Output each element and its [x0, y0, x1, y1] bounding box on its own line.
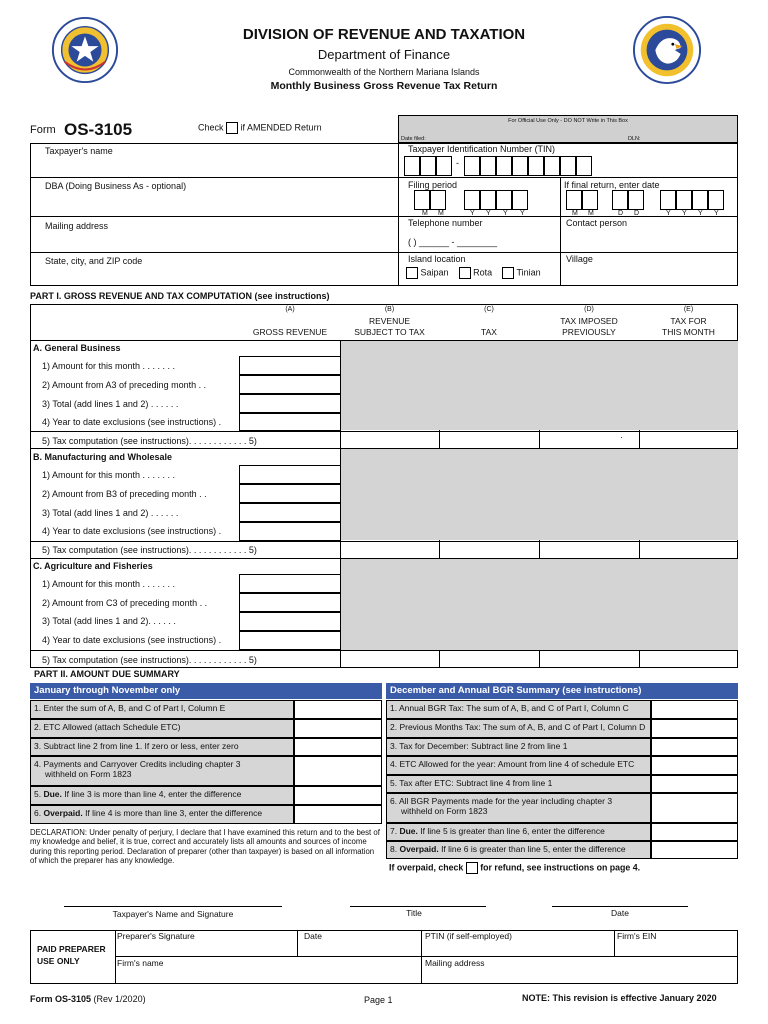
- left-row-2-value[interactable]: [294, 719, 382, 738]
- saipan-checkbox[interactable]: [406, 267, 418, 279]
- section-a-line-5: 5) Tax computation (see instructions). . . . . . . . . . . . 5): [42, 436, 257, 446]
- right-row-4-value[interactable]: [651, 756, 738, 775]
- dba-label: DBA (Doing Business As - optional): [45, 181, 187, 191]
- overpaid-refund-line: If overpaid, check for refund, see instructions on page 4.: [389, 862, 641, 873]
- period-month-digit[interactable]: [414, 190, 430, 210]
- part2-title: PART II. AMOUNT DUE SUMMARY: [34, 669, 180, 679]
- section-c-exclusions[interactable]: [239, 631, 341, 650]
- period-m-label: M: [438, 210, 444, 217]
- final-d-label: D: [618, 210, 624, 217]
- village-label: Village: [566, 254, 593, 264]
- section-a-line-4: 4) Year to date exclusions (see instructions) .: [42, 417, 222, 427]
- tin-digit[interactable]: [404, 156, 420, 176]
- commonwealth-name: Commonwealth of the Northern Mariana Islands: [288, 67, 480, 77]
- col-b-header-2: SUBJECT TO TAX: [354, 327, 425, 337]
- final-d-label: D: [634, 210, 640, 217]
- section-c-line-2: 2) Amount from C3 of preceding month . .: [42, 598, 208, 608]
- final-y-label: Y: [666, 210, 671, 217]
- final-year-digit[interactable]: [676, 190, 692, 210]
- right-row-6-value[interactable]: [651, 793, 738, 823]
- right-row-1-value[interactable]: [651, 700, 738, 719]
- section-c-line-5: 5) Tax computation (see instructions). . . . . . . . . . . . 5): [42, 655, 257, 665]
- section-b-line-1: 1) Amount for this month . . . . . . .: [42, 470, 176, 480]
- period-month-digit[interactable]: [430, 190, 446, 210]
- left-row-5-value[interactable]: [294, 786, 382, 805]
- section-b-heading: B. Manufacturing and Wholesale: [33, 452, 173, 462]
- col-e-header-1: TAX FOR: [670, 316, 707, 326]
- period-y-label: Y: [520, 210, 525, 217]
- final-month-digit[interactable]: [566, 190, 582, 210]
- cnmi-official-seal: [50, 15, 120, 85]
- tinian-checkbox[interactable]: [502, 267, 514, 279]
- left-row-5: 5. Due. If line 3 is more than line 4, enter the difference: [30, 786, 294, 805]
- section-a-heading: A. General Business: [33, 343, 121, 353]
- tin-label: Taxpayer Identification Number (TIN): [408, 144, 556, 154]
- col-d-header-1: TAX IMPOSED: [560, 316, 618, 326]
- col-b-letter: (B): [384, 306, 395, 313]
- section-a-amount-month[interactable]: [239, 356, 341, 375]
- tin-dash: -: [456, 158, 459, 168]
- title-label: Title: [406, 908, 422, 918]
- col-a-letter: (A): [285, 306, 295, 313]
- tin-digit[interactable]: [420, 156, 436, 176]
- right-row-4: 4. ETC Allowed for the year: Amount from line 4 of schedule ETC: [386, 756, 651, 775]
- amended-check: Check if AMENDED Return: [198, 122, 322, 133]
- date-label: Date: [611, 908, 629, 918]
- saipan-label: Saipan: [420, 267, 449, 278]
- left-row-2: 2. ETC Allowed (attach Schedule ETC): [30, 719, 294, 738]
- section-b-amount-preceding[interactable]: [239, 484, 341, 503]
- telephone-label: Telephone number: [408, 218, 483, 228]
- telephone-input[interactable]: ( ) ______ - ________: [408, 237, 498, 247]
- department-of-finance-seal: [632, 15, 702, 85]
- section-b-exclusions[interactable]: [239, 522, 341, 541]
- period-year-digit[interactable]: [512, 190, 528, 210]
- period-y-label: Y: [470, 210, 475, 217]
- right-row-5-value[interactable]: [651, 775, 738, 793]
- right-row-2: 2. Previous Months Tax: The sum of A, B, and C of Part I, Column D: [386, 719, 651, 738]
- tin-digit[interactable]: [576, 156, 592, 176]
- refund-checkbox[interactable]: [466, 862, 478, 874]
- tin-digit[interactable]: [480, 156, 496, 176]
- agency-title: DIVISION OF REVENUE AND TAXATION: [242, 26, 526, 43]
- left-row-4: 4. Payments and Carryover Credits including chapter 3 withheld on Form 1823: [30, 756, 294, 786]
- preparer-date-label: Date: [304, 931, 322, 941]
- final-year-digit[interactable]: [708, 190, 724, 210]
- final-month-digit[interactable]: [582, 190, 598, 210]
- section-a-total[interactable]: [239, 394, 341, 413]
- footer-note: NOTE: This revision is effective January 2020: [522, 993, 717, 1003]
- contact-person-label: Contact person: [566, 218, 628, 228]
- island-options: [406, 267, 541, 279]
- section-c-amount-month[interactable]: [239, 574, 341, 593]
- part1-title: PART I. GROSS REVENUE AND TAX COMPUTATION (see instructions): [30, 291, 330, 301]
- right-row-1: 1. Annual BGR Tax: The sum of A, B, and C of Part I, Column C: [386, 700, 651, 719]
- left-row-6-value[interactable]: [294, 805, 382, 824]
- tin-digit[interactable]: [436, 156, 452, 176]
- period-y-label: Y: [486, 210, 491, 217]
- section-a-revenue-subject[interactable]: [341, 432, 439, 448]
- left-row-3-value[interactable]: [294, 738, 382, 756]
- city-state-zip-label: State, city, and ZIP code: [45, 256, 143, 266]
- left-row-1: 1. Enter the sum of A, B, and C of Part I, Column E: [30, 700, 294, 719]
- section-c-total[interactable]: [239, 612, 341, 631]
- col-d-header-2: PREVIOUSLY: [562, 327, 616, 337]
- final-day-digit[interactable]: [628, 190, 644, 210]
- section-a-line-2: 2) Amount from A3 of preceding month . .: [42, 380, 207, 390]
- filing-period-label: Filing period: [408, 180, 458, 190]
- right-row-8-value[interactable]: [651, 841, 738, 859]
- col-c-header: TAX: [481, 327, 497, 337]
- paid-preparer-label: PAID PREPARER: [37, 944, 106, 954]
- form-number: OS-3105: [64, 120, 133, 139]
- section-c-heading: C. Agriculture and Fisheries: [33, 561, 153, 571]
- period-m-label: M: [422, 210, 428, 217]
- left-row-4-value[interactable]: [294, 756, 382, 786]
- rota-label: Rota: [473, 267, 493, 278]
- col-a-header: GROSS REVENUE: [252, 327, 328, 337]
- final-year-digit[interactable]: [660, 190, 676, 210]
- date-filed-label: Date filed:: [401, 136, 426, 142]
- left-summary-header: January through November only: [30, 683, 382, 699]
- left-row-1-value[interactable]: [294, 700, 382, 719]
- right-row-7-value[interactable]: [651, 823, 738, 841]
- section-a-line-1: 1) Amount for this month . . . . . . .: [42, 361, 176, 371]
- department-name: Department of Finance: [317, 47, 451, 62]
- section-c-line-4: 4) Year to date exclusions (see instructions) .: [42, 635, 222, 645]
- footer-page: Page 1: [364, 995, 393, 1005]
- tin-digit[interactable]: [512, 156, 528, 176]
- final-m-label: M: [572, 210, 578, 217]
- rota-checkbox[interactable]: [459, 267, 471, 279]
- final-y-label: Y: [698, 210, 703, 217]
- right-row-7: 7. Due. If line 5 is greater than line 6, enter the difference: [386, 823, 651, 841]
- tin-digit[interactable]: [560, 156, 576, 176]
- mailing-address-label: Mailing address: [45, 221, 109, 231]
- col-c-letter: (C): [484, 306, 494, 313]
- right-summary-header: December and Annual BGR Summary (see instructions): [386, 683, 738, 699]
- ptin-label: PTIN (if self-employed): [425, 931, 512, 941]
- tinian-label: Tinian: [516, 267, 541, 278]
- period-y-label: Y: [503, 210, 508, 217]
- final-y-label: Y: [682, 210, 687, 217]
- taxpayer-signature-label: Taxpayer's Name and Signature: [112, 909, 234, 919]
- dln-label: DLN:: [628, 136, 641, 142]
- period-year-digit[interactable]: [496, 190, 512, 210]
- section-a-line-3: 3) Total (add lines 1 and 2) . . . . . .: [42, 399, 179, 409]
- island-location-label: Island location: [408, 254, 466, 264]
- tin-digit[interactable]: [544, 156, 560, 176]
- dba-input[interactable]: [32, 193, 396, 214]
- preparer-signature-label: Preparer's Signature: [117, 931, 195, 941]
- form-label: Form: [30, 124, 56, 136]
- final-day-digit[interactable]: [612, 190, 628, 210]
- section-b-line-5: 5) Tax computation (see instructions). . . . . . . . . . . . 5): [42, 545, 257, 555]
- tin-digit[interactable]: [528, 156, 544, 176]
- city-state-zip-input[interactable]: [32, 267, 396, 285]
- section-a-amount-preceding[interactable]: [239, 375, 341, 394]
- section-b-line-2: 2) Amount from B3 of preceding month . .: [42, 489, 207, 499]
- left-row-6: 6. Overpaid. If line 4 is more than line 3, enter the difference: [30, 805, 294, 824]
- footer-form-id: Form OS-3105 (Rev 1/2020): [30, 994, 146, 1004]
- section-b-amount-month[interactable]: [239, 465, 341, 484]
- official-use-text: For Official Use Only - DO NOT Write in This Box: [508, 118, 628, 124]
- use-only-label: USE ONLY: [37, 956, 80, 966]
- final-return-label: If final return, enter date: [564, 180, 660, 190]
- tin-digit[interactable]: [464, 156, 480, 176]
- section-b-line-4: 4) Year to date exclusions (see instructions) .: [42, 526, 222, 536]
- section-c-amount-preceding[interactable]: [239, 593, 341, 612]
- section-c-line-1: 1) Amount for this month . . . . . . .: [42, 579, 176, 589]
- form-title: Monthly Business Gross Revenue Tax Return: [270, 80, 498, 92]
- col-e-header-2: THIS MONTH: [662, 327, 715, 337]
- final-y-label: Y: [714, 210, 719, 217]
- left-row-3: 3. Subtract line 2 from line 1. If zero or less, enter zero: [30, 738, 294, 756]
- section-b-total[interactable]: [239, 503, 341, 522]
- right-row-6: 6. All BGR Payments made for the year including chapter 3 withheld on Form 1823: [386, 793, 651, 823]
- final-year-digit[interactable]: [692, 190, 708, 210]
- col-b-header-1: REVENUE: [368, 316, 411, 326]
- section-c-line-3: 3) Total (add lines 1 and 2). . . . . .: [42, 616, 176, 626]
- mailing-address-input[interactable]: [32, 232, 396, 250]
- firm-name-label: Firm's name: [117, 958, 164, 968]
- col-d-letter: (D): [584, 306, 594, 313]
- declaration-text: DECLARATION: Under penalty of perjury, I declare that I have examined this return and to the best of my knowledge and belief, it is true, correct and accurately lists all amounts and sources of income during this reporting period. Declaration of preparer (other than taxpayer) is based on all information of which the preparer has any knowledge.: [30, 828, 380, 866]
- amended-checkbox[interactable]: [226, 122, 238, 134]
- firm-ein-label: Firm's EIN: [617, 931, 657, 941]
- right-row-2-value[interactable]: [651, 719, 738, 738]
- right-row-3: 3. Tax for December: Subtract line 2 from line 1: [386, 738, 651, 756]
- period-year-digit[interactable]: [480, 190, 496, 210]
- right-row-5: 5. Tax after ETC: Subtract line 4 from line 1: [386, 775, 651, 793]
- section-b-line-3: 3) Total (add lines 1 and 2) . . . . . .: [42, 508, 179, 518]
- final-m-label: M: [588, 210, 594, 217]
- tin-digit[interactable]: [496, 156, 512, 176]
- right-row-8: 8. Overpaid. If line 6 is greater than line 5, enter the difference: [386, 841, 651, 859]
- col-e-letter: (E): [683, 306, 694, 313]
- section-a-exclusions[interactable]: [239, 413, 341, 431]
- dot-mark: ·: [620, 432, 623, 442]
- preparer-mailing-label: Mailing address: [425, 958, 485, 968]
- taxpayer-name-label: Taxpayer's name: [45, 146, 113, 156]
- taxpayer-name-input[interactable]: [32, 157, 396, 175]
- right-row-3-value[interactable]: [651, 738, 738, 756]
- period-year-digit[interactable]: [464, 190, 480, 210]
